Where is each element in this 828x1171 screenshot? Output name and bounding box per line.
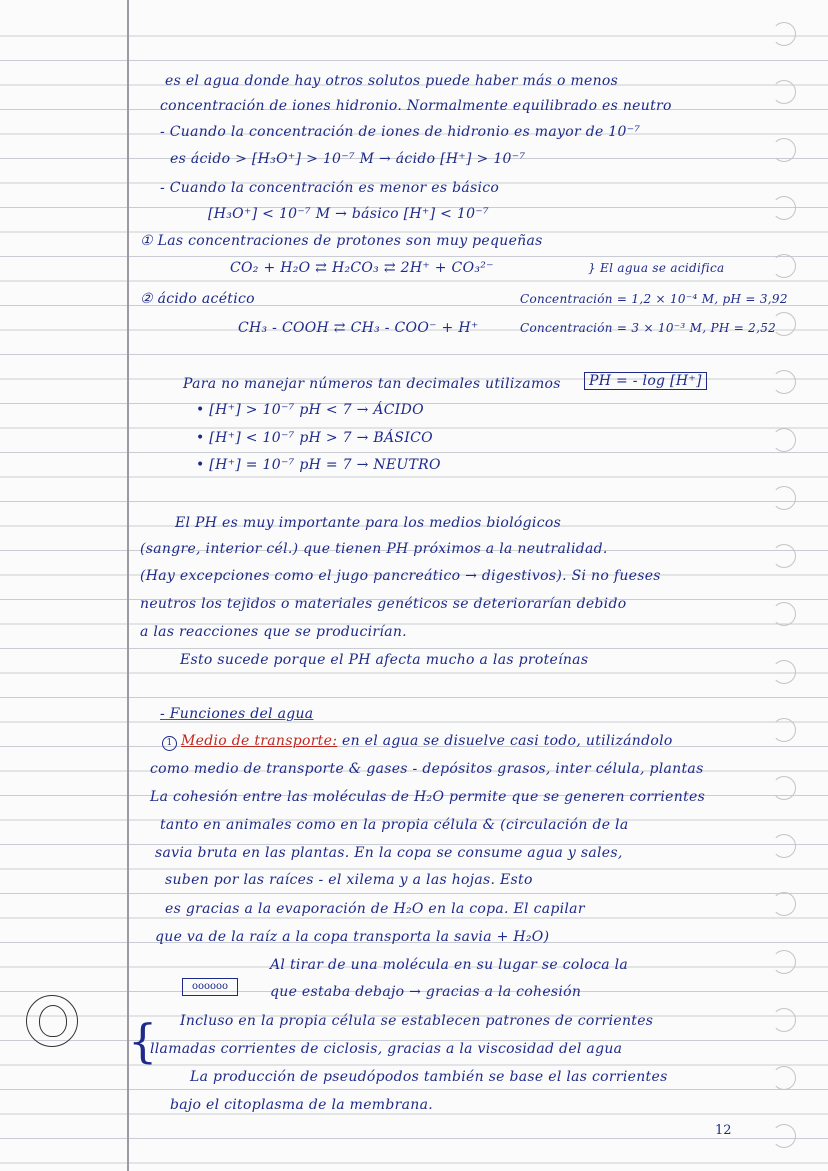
text-line: La producción de pseudópodos también se base el las corrientes [190, 1069, 668, 1085]
binder-ring [772, 950, 796, 974]
text-line: - Cuando la concentración de iones de hidronio es mayor de 10⁻⁷ [160, 124, 641, 140]
text-line: a las reacciones que se producirían. [140, 624, 407, 640]
text-line: es el agua donde hay otros solutos puede haber más o menos [165, 73, 619, 89]
binder-ring [772, 834, 796, 858]
binder-ring [772, 22, 796, 46]
binder-ring [772, 602, 796, 626]
margin-line [127, 0, 129, 1171]
text-line: ② ácido acético [140, 291, 255, 307]
ph-formula-box: PH = - log [H⁺] [584, 372, 707, 390]
function-item [162, 733, 673, 751]
text-line: [H₃O⁺] < 10⁻⁷ M → básico [H⁺] < 10⁻⁷ [208, 206, 489, 222]
text-line: es gracias a la evaporación de H₂O en la copa. El capilar [165, 901, 585, 917]
text-line: llamadas corrientes de ciclosis, gracias a la viscosidad del agua [150, 1041, 623, 1057]
binder-ring [772, 1066, 796, 1090]
text-line: concentración de iones hidronio. Normalmente equilibrado es neutro [160, 98, 672, 114]
text-line: ① Las concentraciones de protones son muy pequeñas [140, 233, 543, 249]
binder-ring [772, 486, 796, 510]
cell-doodle-icon [26, 995, 78, 1047]
text-line: bajo el citoplasma de la membrana. [170, 1097, 433, 1113]
binder-ring [772, 254, 796, 278]
text-line: (Hay excepciones como el jugo pancreático → digestivos). Si no fueses [140, 568, 661, 584]
text-line: Para no manejar números tan decimales utilizamos [183, 376, 561, 392]
equation-note: } El agua se acidifica [588, 261, 725, 275]
binder-ring [772, 892, 796, 916]
text-line: savia bruta en las plantas. En la copa se consume agua y sales, [155, 845, 623, 861]
binder-ring [772, 428, 796, 452]
concentration-value: Concentración = 1,2 × 10⁻⁴ M, pH = 3,92 [520, 292, 788, 306]
item-title: Medio de transporte: [181, 733, 338, 749]
text-line: (sangre, interior cél.) que tienen PH próximos a la neutralidad. [140, 541, 608, 557]
binder-ring [772, 1124, 796, 1148]
text-line: que estaba debajo → gracias a la cohesión [270, 984, 582, 1000]
text-line: Esto sucede porque el PH afecta mucho a las proteínas [180, 652, 589, 668]
text-line: Incluso en la propia célula se establecen patrones de corrientes [180, 1013, 654, 1029]
binder-ring [772, 544, 796, 568]
text-line: en el agua se disuelve casi todo, utilizándolo [341, 733, 673, 749]
binder-ring [772, 718, 796, 742]
equation: CH₃ - COOH ⇄ CH₃ - COO⁻ + H⁺ [238, 320, 479, 336]
binder-ring [772, 196, 796, 220]
bullet-item: • [H⁺] > 10⁻⁷ pH < 7 → ÁCIDO [196, 402, 424, 418]
text-line: La cohesión entre las moléculas de H₂O permite que se generen corrientes [150, 789, 706, 805]
page-number: 12 [715, 1123, 732, 1138]
text-line: Al tirar de una molécula en su lugar se coloca la [270, 957, 629, 973]
section-heading: - Funciones del agua [160, 706, 314, 722]
text-line: neutros los tejidos o materiales genéticos se deteriorarían debido [140, 596, 627, 612]
doodle-inner [39, 1005, 67, 1037]
text-line: que va de la raíz a la copa transporta la savia + H₂O) [155, 929, 550, 945]
concentration-value: Concentración = 3 × 10⁻³ M, PH = 2,52 [520, 321, 777, 335]
text-line: suben por las raíces - el xilema y a las hojas. Esto [165, 872, 533, 888]
brace-mark: { [128, 1014, 158, 1068]
equation: CO₂ + H₂O ⇄ H₂CO₃ ⇄ 2H⁺ + CO₃²⁻ [230, 260, 494, 276]
binder-ring [772, 776, 796, 800]
binder-ring [772, 138, 796, 162]
text-line: tanto en animales como en la propia célula & (circulación de la [160, 817, 629, 833]
text-line: como medio de transporte & gases - depósitos grasos, inter célula, plantas [150, 761, 704, 777]
bullet-item: • [H⁺] = 10⁻⁷ pH = 7 → NEUTRO [196, 457, 441, 473]
text-line: es ácido > [H₃O⁺] > 10⁻⁷ M → ácido [H⁺] > 10⁻⁷ [170, 151, 526, 167]
binder-ring [772, 370, 796, 394]
item-number: 1 [162, 736, 177, 751]
bullet-item: • [H⁺] < 10⁻⁷ pH > 7 → BÁSICO [196, 430, 433, 446]
binder-ring [772, 1008, 796, 1032]
binder-ring [772, 660, 796, 684]
text-line: - Cuando la concentración es menor es básico [160, 180, 500, 196]
molecule-sketch: oooooo [182, 978, 238, 996]
binder-ring [772, 80, 796, 104]
text-line: El PH es muy importante para los medios biológicos [175, 515, 562, 531]
